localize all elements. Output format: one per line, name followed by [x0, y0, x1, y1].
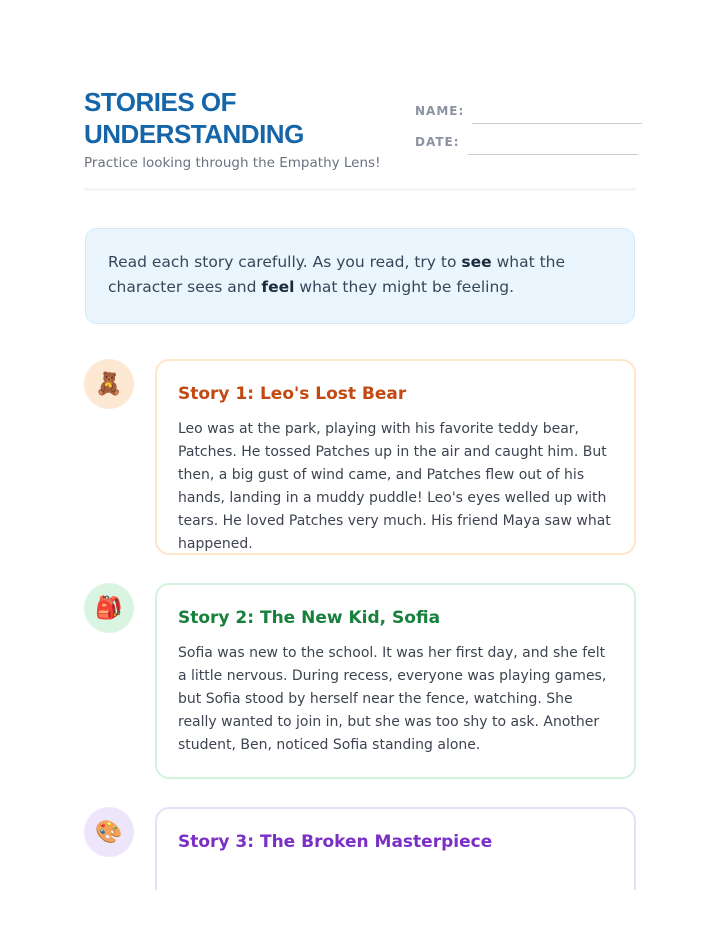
story-title: Story 1: Leo's Lost Bear: [178, 384, 407, 404]
teddy-bear-icon: 🧸: [84, 359, 134, 409]
story-card: [155, 583, 636, 779]
date-label: DATE:: [415, 135, 460, 149]
backpack-icon: 🎒: [84, 583, 134, 633]
story-title: Story 3: The Broken Masterpiece: [178, 832, 493, 852]
worksheet-title: STORIES OF UNDERSTANDING: [84, 87, 304, 149]
page-bottom-mask: [0, 890, 720, 932]
story-text: Leo was at the park, playing with his favorite teddy bear, Patches. He tossed Patches up in the air and caught him. But then, a big gust of wind came, and Patches flew out of his hands, landing in a muddy puddle! Leo's eyes welled up with tears. He loved Patches very much. His friend Maya saw what happened.: [178, 421, 611, 552]
story-card: [155, 359, 636, 555]
instructions-text-3: what they might be feeling.: [294, 278, 515, 296]
name-field[interactable]: [415, 104, 642, 118]
instructions-bold-see: see: [461, 253, 492, 271]
name-label: NAME:: [415, 104, 465, 118]
date-line[interactable]: [468, 154, 638, 155]
instructions-box: [85, 228, 635, 324]
story-title: Story 2: The New Kid, Sofia: [178, 608, 441, 628]
worksheet-header: [84, 86, 636, 186]
name-line[interactable]: [472, 123, 642, 124]
story-text: Sofia was new to the school. It was her first day, and she felt a little nervous. During recess, everyone was playing games, but Sofia stood by herself near the fence, watching. She really wanted to join in, but she was too shy to ask. Another student, Ben, noticed Sofia standing alone.: [178, 645, 607, 753]
worksheet-subtitle: Practice looking through the Empathy Lens!: [84, 155, 381, 171]
palette-icon: 🎨: [84, 807, 134, 857]
instructions-text-1: Read each story carefully. As you read, try to: [108, 253, 462, 271]
date-field[interactable]: [415, 135, 638, 149]
instructions-bold-feel: feel: [261, 278, 295, 296]
instructions-text-2: what the character sees and: [108, 253, 566, 296]
header-divider: [84, 188, 636, 191]
